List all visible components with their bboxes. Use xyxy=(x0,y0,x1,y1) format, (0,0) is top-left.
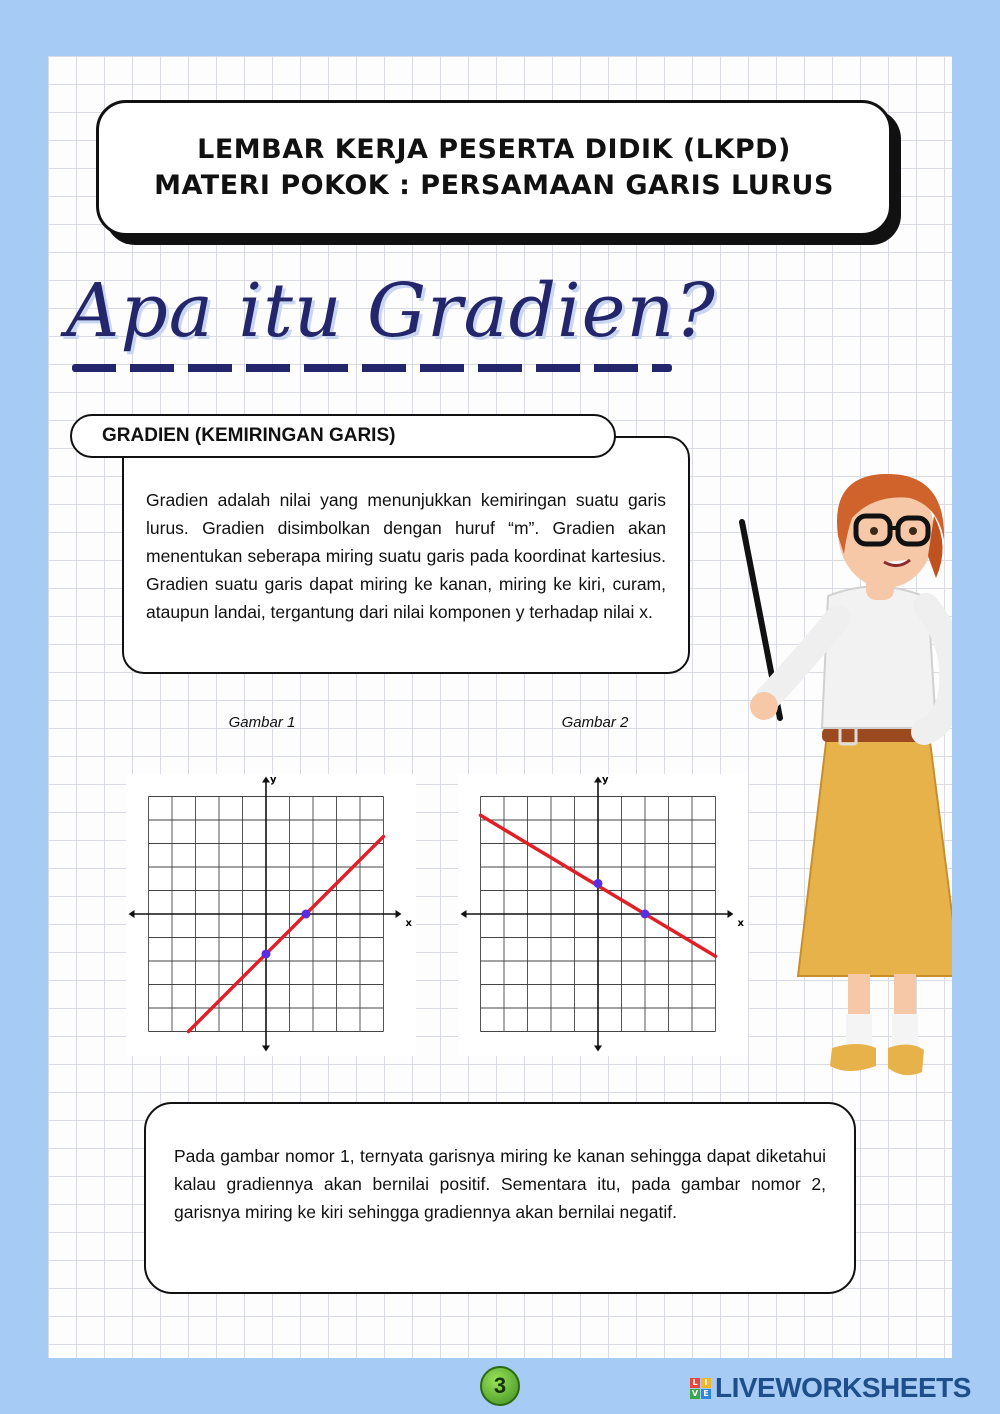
title-line-2: MATERI POKOK : PERSAMAAN GARIS LURUS xyxy=(154,170,834,201)
figure-2-label: Gambar 2 xyxy=(561,714,629,731)
x-axis-label: x xyxy=(405,918,412,929)
x-axis-label: x xyxy=(737,918,744,929)
graph-1 xyxy=(126,774,416,1056)
liveworksheets-logo-icon: L I V E xyxy=(690,1378,711,1399)
x-axis-arrow-left xyxy=(129,910,135,918)
y-axis-label: y xyxy=(602,774,609,786)
worksheet-page xyxy=(48,56,952,1358)
teacher-illustration xyxy=(698,436,952,1096)
y-axis-arrow xyxy=(594,777,602,783)
y-axis-arrow xyxy=(262,777,270,783)
definition-box xyxy=(122,436,690,674)
figure-1-label: Gambar 1 xyxy=(228,714,296,731)
definition-text: Gradien adalah nilai yang menunjukkan kemiringan suatu garis lurus. Gradien disimbolkan dengan huruf “m”. Gradien akan menentukan seberapa miring suatu garis pada koordinat kartesius. Gradien suatu garis dapat miring ke kanan, miring ke kiri, curam, ataupun landai, tergantung dari nilai komponen y terhadap nilai x. xyxy=(146,490,666,622)
intercept-point xyxy=(262,949,271,958)
headline-underline xyxy=(72,364,672,372)
liveworksheets-brand: LIVEWORKSHEETS xyxy=(715,1372,971,1403)
x-axis-arrow-left xyxy=(461,910,467,918)
conclusion-box xyxy=(144,1102,856,1294)
headline xyxy=(66,268,716,378)
section-label: GRADIEN (KEMIRINGAN GARIS) xyxy=(70,414,616,458)
conclusion-text: Pada gambar nomor 1, ternyata garisnya miring ke kanan sehingga dapat diketahui kalau gradiennya akan bernilai positif. Sementara itu, pada gambar nomor 2, garisnya miring ke kiri sehingga gradiennya akan bernilai negatif. xyxy=(174,1146,826,1222)
graph-line xyxy=(188,836,383,1031)
liveworksheets-logo[interactable] xyxy=(690,1374,971,1402)
y-axis-label: y xyxy=(270,774,277,786)
y-axis-arrow-bottom xyxy=(262,1046,270,1052)
page-number-badge: 3 xyxy=(480,1366,520,1406)
intercept-point xyxy=(641,910,650,919)
y-axis-arrow-bottom xyxy=(594,1046,602,1052)
headline-text: Apa itu Gradien? xyxy=(66,268,716,354)
intercept-point xyxy=(301,910,310,919)
title-box xyxy=(96,100,892,236)
title-line-1: LEMBAR KERJA PESERTA DIDIK (LKPD) xyxy=(197,134,791,165)
intercept-point xyxy=(594,879,603,888)
x-axis-arrow xyxy=(396,910,402,918)
